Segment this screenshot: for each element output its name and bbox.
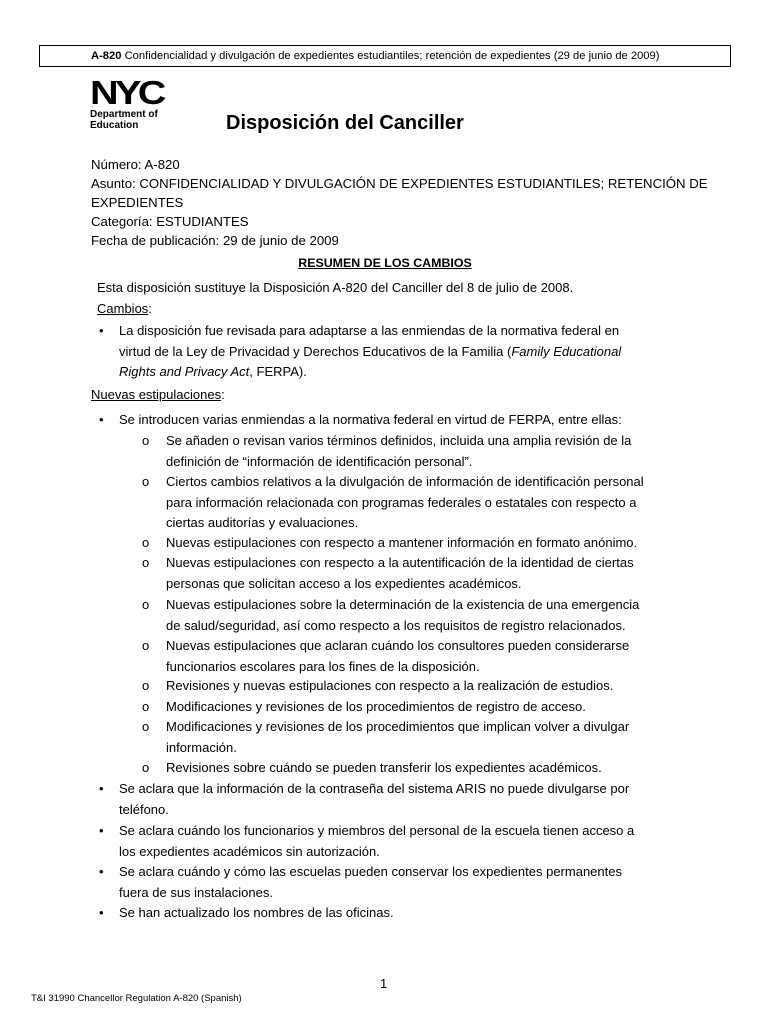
bullet-line: Se han actualizado los nombres de las oficinas. <box>119 905 394 920</box>
sub-item-line: Revisiones sobre cuándo se pueden transferir los expedientes académicos. <box>166 760 602 775</box>
bullet-icon: • <box>99 823 104 838</box>
document-title: Disposición del Canciller <box>226 112 464 134</box>
cambios-line-3-text: , FERPA). <box>249 364 307 379</box>
cambios-line-3 <box>119 362 679 383</box>
sub-item-line: Modificaciones y revisiones de los procedimientos que implican volver a divulgar <box>166 719 630 734</box>
access-bullet <box>99 821 679 862</box>
nuevas-label-line <box>91 385 225 406</box>
bullet-icon: • <box>99 781 104 796</box>
sub-item-text <box>166 636 678 677</box>
bullet-text <box>119 862 679 903</box>
cambios-line-1: La disposición fue revisada para adaptarse a las enmiendas de la normativa federal en <box>119 323 620 338</box>
ferpa-bullet <box>99 410 679 431</box>
summary-heading: RESUMEN DE LOS CAMBIOS <box>298 256 472 270</box>
aris-bullet <box>99 779 679 820</box>
regulation-code: A-820 <box>91 50 122 62</box>
sub-item-line: definición de “información de identificación personal”. <box>166 453 473 469</box>
document-metadata <box>91 155 708 250</box>
logo-line-2: Education <box>90 120 139 131</box>
circle-bullet-icon: o <box>142 719 150 734</box>
circle-bullet-icon: o <box>142 699 150 714</box>
circle-bullet-icon: o <box>142 433 150 448</box>
bullet-icon: • <box>99 905 104 920</box>
sub-item-line: Nuevas estipulaciones con respecto a la autentificación de la identidad de ciertas <box>166 555 634 570</box>
sub-item-text <box>166 717 678 758</box>
sub-item-line: Modificaciones y revisiones de los procedimientos de registro de acceso. <box>166 699 586 714</box>
page-number: 1 <box>380 976 388 991</box>
header-description: Confidencialidad y divulgación de expedientes estudiantiles; retención de expedientes (29 de junio de 2009) <box>124 50 660 62</box>
offices-bullet <box>99 903 679 924</box>
cambios-label-line <box>97 299 152 320</box>
sub-item-text <box>166 472 678 534</box>
records-bullet <box>99 862 679 903</box>
bullet-text <box>119 903 679 924</box>
meta-fecha: Fecha de publicación: 29 de junio de 2009 <box>91 233 339 248</box>
bullet-line: fuera de sus instalaciones. <box>119 884 273 900</box>
bullet-line: Se aclara cuándo y cómo las escuelas pueden conservar los expedientes permanentes <box>119 864 622 879</box>
sub-item-text <box>166 553 678 594</box>
bullet-icon: • <box>99 412 104 427</box>
sub-item-text <box>166 676 678 697</box>
meta-numero: Número: A-820 <box>91 157 180 172</box>
sub-item-text <box>166 533 678 554</box>
nuevas-colon: : <box>221 387 225 402</box>
sub-item-line: ciertas auditorías y evaluaciones. <box>166 515 359 530</box>
ferpa-title-italic-2: Rights and Privacy Act <box>119 364 250 379</box>
sub-item-text <box>166 431 678 472</box>
bullet-line: Se aclara que la información de la contraseña del sistema ARIS no puede divulgarse por <box>119 781 630 796</box>
bullet-line: Se aclara cuándo los funcionarios y miembros del personal de la escuela tienen acceso a <box>119 823 635 838</box>
meta-asunto-line-2: EXPEDIENTES <box>91 195 184 210</box>
cambios-line-2-text: virtud de la Ley de Privacidad y Derechos Educativos de la Familia ( <box>119 343 512 359</box>
cambios-colon: : <box>148 301 152 316</box>
cambios-label: Cambios <box>97 301 149 316</box>
bullet-icon: • <box>99 323 104 338</box>
sub-item-line: Nuevas estipulaciones sobre la determinación de la existencia de una emergencia <box>166 597 640 612</box>
sub-item-text <box>166 595 678 636</box>
sub-item-line: personas que solicitan acceso a los expedientes académicos. <box>166 575 522 591</box>
circle-bullet-icon: o <box>142 678 150 693</box>
circle-bullet-icon: o <box>142 638 150 653</box>
sub-item-line: de salud/seguridad, así como respecto a los requisitos de registro relacionados. <box>166 617 626 633</box>
circle-bullet-icon: o <box>142 760 150 775</box>
sub-item-line: información. <box>166 739 237 755</box>
bullet-line: los expedientes académicos sin autorización. <box>119 843 380 859</box>
sub-item-line: Revisiones y nuevas estipulaciones con respecto a la realización de estudios. <box>166 678 614 693</box>
circle-bullet-icon: o <box>142 597 150 612</box>
bullet-text <box>119 779 679 820</box>
logo-subtitle <box>90 109 190 131</box>
meta-categoria: Categoría: ESTUDIANTES <box>91 214 249 229</box>
circle-bullet-icon: o <box>142 474 150 489</box>
cambios-bullet <box>99 321 679 383</box>
running-header-text <box>91 46 659 66</box>
sub-item-text <box>166 697 678 718</box>
nyc-doe-logo <box>90 74 190 131</box>
ferpa-title-italic-1: Family Educational <box>511 343 622 359</box>
logo-line-1: Department of <box>90 109 158 120</box>
cambios-bullet-text <box>119 321 679 383</box>
page-footer: T&I 31990 Chancellor Regulation A-820 (Spanish) <box>31 993 242 1004</box>
sub-item-line: Nuevas estipulaciones con respecto a mantener información en formato anónimo. <box>166 535 638 550</box>
sub-item-line: Nuevas estipulaciones que aclaran cuándo los consultores pueden considerarse <box>166 638 630 653</box>
sub-item-line: Se añaden o revisan varios términos definidos, incluida una amplia revisión de la <box>166 433 632 448</box>
circle-bullet-icon: o <box>142 555 150 570</box>
nyc-logo-mark: NYC <box>90 74 163 111</box>
bullet-text <box>119 821 679 862</box>
cambios-line-2 <box>119 342 679 363</box>
running-header <box>39 45 731 67</box>
nuevas-label: Nuevas estipulaciones <box>91 387 222 402</box>
bullet-line: teléfono. <box>119 801 169 817</box>
sub-item-line: para información relacionada con programas federales o estatales con respecto a <box>166 494 637 510</box>
meta-asunto-line-1: Asunto: CONFIDENCIALIDAD Y DIVULGACIÓN DE EXPEDIENTES ESTUDIANTILES; RETENCIÓN DE <box>91 176 708 191</box>
sub-item-line: Ciertos cambios relativos a la divulgación de información de identificación personal <box>166 474 644 489</box>
ferpa-bullet-text: Se introducen varias enmiendas a la normativa federal en virtud de FERPA, entre ellas: <box>119 412 622 427</box>
bullet-icon: • <box>99 864 104 879</box>
summary-intro: Esta disposición sustituye la Disposición A-820 del Canciller del 8 de julio de 2008. <box>97 280 574 295</box>
circle-bullet-icon: o <box>142 535 150 550</box>
sub-item-line: funcionarios escolares para los fines de la disposición. <box>166 658 480 674</box>
sub-item-text <box>166 758 678 779</box>
